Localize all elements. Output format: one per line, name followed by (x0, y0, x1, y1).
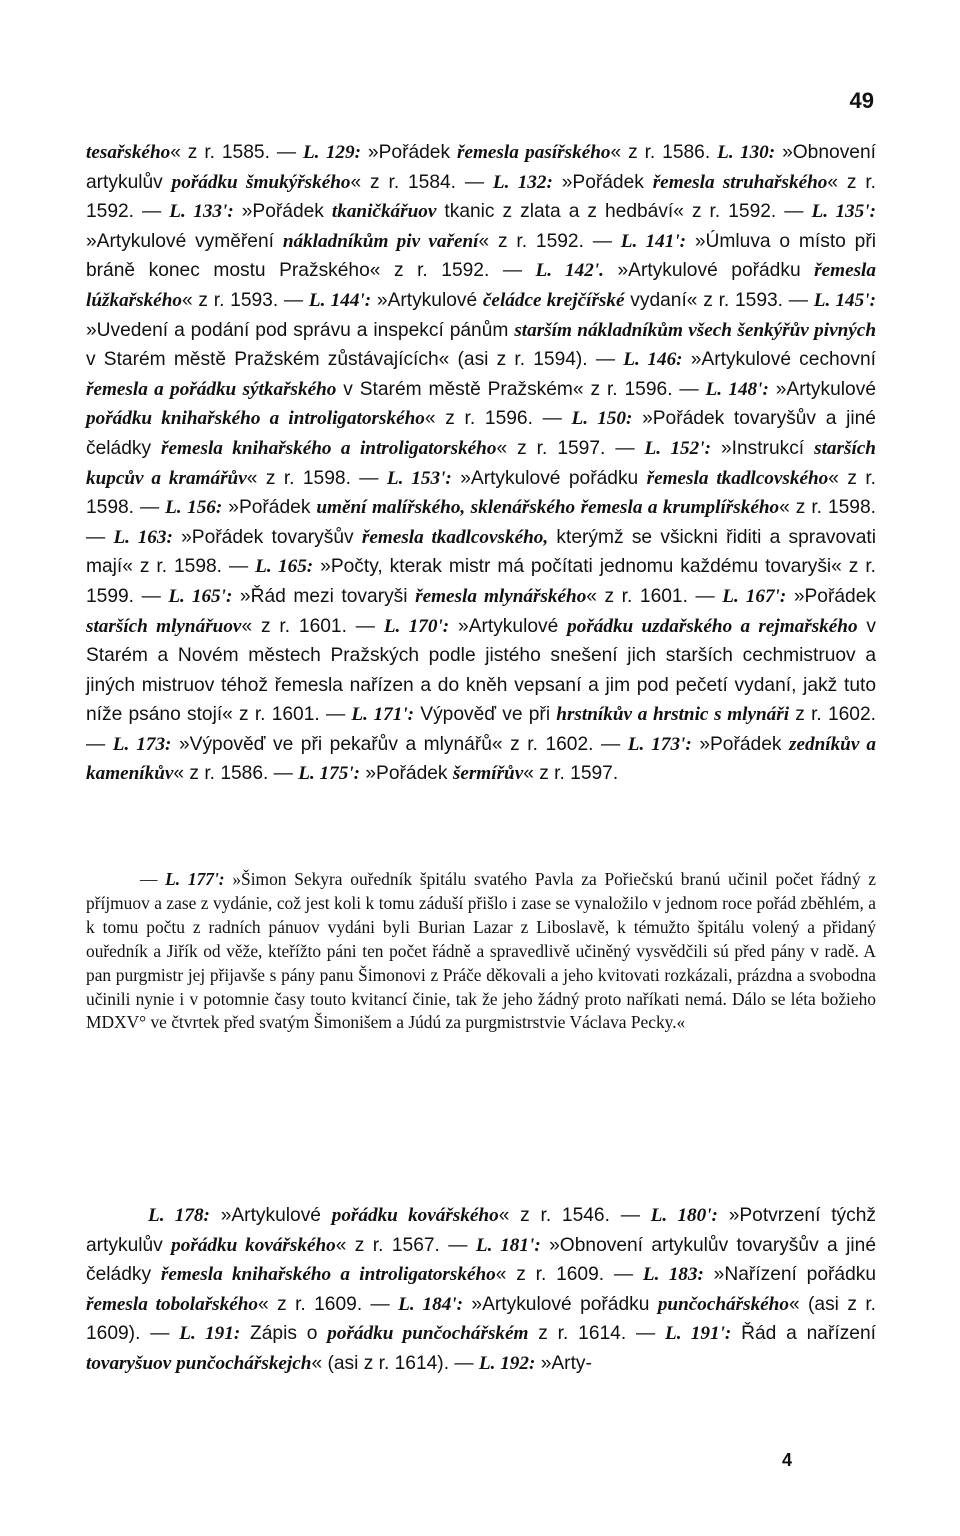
emphasis-text: L. 180': (650, 1205, 718, 1226)
body-text: »Pořádek (691, 733, 789, 755)
signature-mark: 4 (782, 1450, 793, 1470)
emphasis-text: zedníkův a kameníkův (86, 733, 876, 785)
body-text: »Pořádek (222, 497, 317, 519)
body-text: « z r. 1546. — (498, 1205, 651, 1226)
body-text: « z r. 1597. — (496, 437, 645, 459)
emphasis-text: punčochářského (657, 1293, 789, 1315)
body-text: »Řád mezi tovaryši (232, 585, 416, 607)
body-text: »Výpověď ve při pekařův a mlynářů« z r. 1602. — (171, 733, 628, 755)
body-text: « z r. 1601. — (586, 585, 723, 607)
body-text: »Pořádek tovaryšův a jiné čeládky (86, 408, 876, 459)
emphasis-text: L. 171': (351, 704, 415, 726)
emphasis-text: L. 183: (642, 1264, 704, 1286)
emphasis-text: řemesla tkadlcovského, (361, 526, 549, 548)
body-text: »Nařízení pořádku (703, 1264, 877, 1286)
emphasis-text: L. 144': (308, 289, 372, 311)
body-text: »Úmluva o místo při bráně konec mostu Pražského« z r. 1592. — (86, 230, 876, 282)
emphasis-text: L. 142'. (535, 260, 604, 282)
body-text: « z r. 1596. — (424, 408, 572, 430)
emphasis-text: pořádku kovářského (171, 1234, 336, 1256)
emphasis-text: L. 191': (665, 1323, 732, 1345)
paragraph-quote (86, 868, 876, 1035)
emphasis-text: L. 170': (383, 615, 450, 637)
emphasis-text: L. 163: (113, 526, 173, 548)
body-text: »Pořádek tovaryšův (172, 526, 362, 548)
emphasis-text: starších kupcův a kramářův (86, 437, 876, 489)
emphasis-text: L. 173: (112, 733, 172, 755)
body-text: »Artykulové pořádku (603, 260, 815, 282)
body-text: z r. 1614. — (528, 1323, 665, 1345)
emphasis-text: L. 165': (168, 585, 233, 607)
body-text: »Artykulové pořádku (463, 1293, 658, 1315)
emphasis-text: L. 130: (717, 142, 776, 163)
emphasis-text: L. 181': (475, 1234, 541, 1256)
emphasis-text: pořádku šmukýřského (171, 171, 351, 193)
emphasis-text: tovaryšuov punčochářskejch (86, 1352, 312, 1374)
body-text: »Obnovení artykulův tovaryšův a jiné čeládky (86, 1234, 876, 1286)
emphasis-text: starších mlynářuov (86, 615, 242, 637)
emphasis-text: pořádku knihařského a introligatorského (86, 408, 425, 430)
body-text: v Starém a Novém městech Pražských podle jistého snešení jich starších cechmistruov a jiných mistruov téhož řemesla nařízen a do kněh vepsaní a jim pod pečetí vydaní, jakž tuto níže psáno stojí« z r. 1601. — (86, 615, 876, 726)
emphasis-text: L. 146: (623, 349, 683, 371)
body-text: »Počty, kterak mistr má počítati jednomu každému tovaryši« z r. 1599. — (86, 556, 876, 607)
emphasis-text: pořádku kovářského (331, 1205, 499, 1226)
body-text: « z r. 1585. — (170, 142, 303, 163)
body-text: v Starém městě Pražském« z r. 1596. — (336, 378, 706, 400)
emphasis-text: L. 150: (571, 408, 633, 430)
body-text: »Artykulové (768, 378, 876, 400)
emphasis-text: řemesla struhařského (652, 171, 828, 193)
paragraph-main (86, 138, 876, 789)
body-text: »Pořádek (233, 201, 332, 223)
body-text: « z r. 1593. — (181, 289, 309, 311)
emphasis-text: L. 133': (169, 201, 234, 223)
body-text: »Pořádek (361, 142, 457, 163)
emphasis-text: L. 177': (165, 869, 225, 889)
body-text: »Artykulové (371, 289, 483, 311)
emphasis-text: tesařského (86, 142, 171, 163)
emphasis-text: řemesla knihařského a introligatorského (160, 1264, 496, 1286)
body-text: « (asi z r. 1609). — (86, 1293, 876, 1345)
emphasis-text: L. 148': (705, 378, 769, 400)
emphasis-text: hrstníkův a hrstnic s mlynáři (556, 704, 790, 726)
body-text: « z r. 1609. — (258, 1293, 399, 1315)
emphasis-text: L. 175': (298, 763, 361, 785)
body-text: « z r. 1601. — (241, 615, 384, 637)
emphasis-text: L. 156: (165, 497, 223, 519)
emphasis-text: L. 152': (644, 437, 711, 459)
emphasis-text: starším nákladníkům všech šenkýřův pivných (514, 319, 876, 341)
emphasis-text: L. 184': (398, 1293, 464, 1315)
body-text: « z r. 1592. — (478, 230, 621, 252)
emphasis-text: šermířův (452, 763, 524, 785)
emphasis-text: řemesla tobolařského (86, 1293, 259, 1315)
emphasis-text: tkaničkářuov (331, 201, 437, 223)
body-text: »Artykulové pořádku (451, 467, 647, 489)
body-text: « z r. 1586. — (173, 763, 299, 785)
body-text: — (140, 869, 166, 889)
emphasis-text: L. 165: (255, 556, 314, 578)
emphasis-text: řemesla tkadlcovského (646, 467, 829, 489)
body-text: « z r. 1584. — (350, 171, 493, 193)
emphasis-text: umění malířského, sklenářského řemesla a krumplířského (316, 497, 780, 519)
emphasis-text: pořádku uzdařského a rejmařského (567, 615, 858, 637)
body-text: »Artykulové (209, 1205, 332, 1226)
body-text: »Instrukcí (710, 437, 815, 459)
page-number: 49 (849, 88, 874, 113)
body-text: « z r. 1609. — (495, 1264, 643, 1286)
body-text: kterýmž se všickni řiditi a spravovati mají« z r. 1598. — (86, 526, 876, 578)
emphasis-text: čeládce krejčířské (482, 289, 625, 311)
paragraph-last (86, 1201, 876, 1379)
body-text: Výpověď ve při (414, 704, 557, 726)
body-text: »Pořádek (360, 763, 453, 785)
body-text: »Artykulové (449, 615, 568, 637)
emphasis-text: L. 141': (620, 230, 687, 252)
body-text: tkanic z zlata a z hedbáví« z r. 1592. — (436, 201, 812, 223)
emphasis-text: řemesla lúžkařského (86, 260, 876, 311)
body-text: « z r. 1597. (523, 763, 619, 785)
body-text: »Artykulové vyměření (86, 230, 283, 252)
body-text: « z r. 1567. — (335, 1234, 476, 1256)
emphasis-text: L. 173': (627, 733, 692, 755)
body-text: Řád a nařízení (731, 1323, 876, 1345)
body-text: »Arty- (535, 1352, 592, 1374)
emphasis-text: řemesla mlynářského (415, 585, 587, 607)
emphasis-text: řemesla a pořádku sýtkařského (86, 378, 337, 400)
body-text: »Šimon Sekyra ouředník špitálu svatého Pavla za Pořiečskú branú učinil počet řádný z příjmuov a zase z vydánie, což jest koli k tomu záduší přišlo i zase se vynaložilo v jednom roce pořád zběhlém, a k tomu počtu z radních pánuov vydáni byli Burian Lazar z Liboslavě, k témužto špitálu volený a přidaný ouředník a Jiřík od věže, kteřížto páni ten počet řádně a spravedlivě učiněný vysvědčili sú před pány v radě. A pan purgmistr jej přijavše s pány panu Šimonovi z Práče děkovali a jeho kvitovati rozkázali, prázdna a svobodna učinili nynie i v potomnie časy touto kvitancí činie, tak že jeho žádný proto naříkati nemá. Dálo se léta božieho MDXV° ve čtvrtek před svatým Šimonišem a Júdú za purgmistrstvie Václava Pecky.« (86, 869, 876, 1033)
emphasis-text: L. 153': (386, 467, 452, 489)
body-text: Zápis o (240, 1323, 328, 1345)
body-text: v Starém městě Pražském zůstávajících« (asi z r. 1594). — (86, 349, 624, 371)
emphasis-text: řemesla pasířského (456, 142, 611, 163)
body-text: »Artykulové cechovní (682, 349, 876, 371)
body-text: »Pořádek (552, 171, 653, 193)
emphasis-text: L. 129: (302, 142, 362, 163)
emphasis-text: L. 135': (811, 201, 876, 223)
emphasis-text: pořádku punčochářském (327, 1323, 529, 1345)
body-text: « (asi z r. 1614). — (311, 1352, 479, 1374)
body-text: z r. 1602. — (86, 704, 876, 755)
emphasis-text: L. 145': (813, 289, 876, 311)
body-text: « z r. 1586. (610, 142, 718, 163)
emphasis-text: nákladníkům piv vaření (282, 230, 479, 252)
body-text: »Obnovení artykulův (86, 142, 876, 193)
body-text: « z r. 1592. — (86, 171, 876, 223)
emphasis-text: řemesla knihařského a introligatorského (161, 437, 497, 459)
emphasis-text: L. 191: (179, 1323, 241, 1345)
body-text: »Uvedení a podání pod správu a inspekcí pánům (86, 319, 515, 341)
body-text: »Potvrzení týchž artykulův (86, 1205, 876, 1256)
body-text: »Pořádek (786, 585, 876, 607)
emphasis-text: L. 178: (148, 1205, 210, 1226)
emphasis-text: L. 167': (722, 585, 787, 607)
body-text: vydaní« z r. 1593. — (624, 289, 814, 311)
body-text: « z r. 1598. — (86, 497, 876, 548)
body-text: « z r. 1598. — (86, 467, 876, 519)
emphasis-text: L. 192: (478, 1352, 536, 1374)
body-text: « z r. 1598. — (246, 467, 387, 489)
emphasis-text: L. 132: (492, 171, 553, 193)
